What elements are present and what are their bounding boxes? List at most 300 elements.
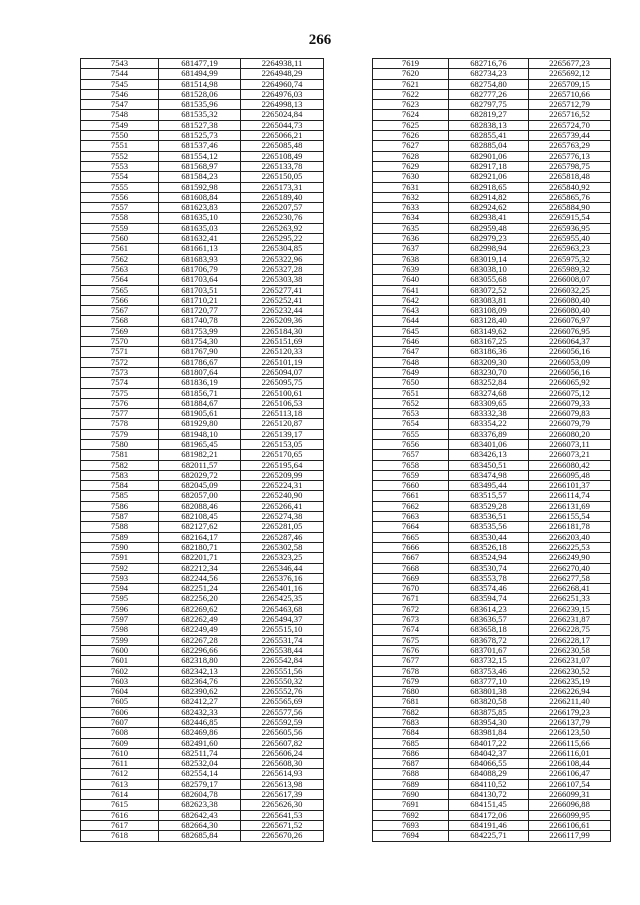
table-row <box>373 110 611 120</box>
point-number-cell: 7673 <box>373 615 449 625</box>
point-number-cell: 7616 <box>81 810 159 820</box>
point-number-cell: 7618 <box>81 831 159 841</box>
point-number-cell: 7589 <box>81 532 159 542</box>
y-coordinate-cell: 2264998,13 <box>241 100 324 110</box>
x-coordinate-cell: 682267,28 <box>159 635 241 645</box>
table-row <box>81 234 324 244</box>
y-coordinate-cell: 2265151,69 <box>241 337 324 347</box>
table-row <box>81 254 324 264</box>
point-number-cell: 7568 <box>81 316 159 326</box>
point-number-cell: 7585 <box>81 491 159 501</box>
y-coordinate-cell: 2266106,47 <box>529 769 611 779</box>
x-coordinate-cell: 683354,22 <box>449 419 529 429</box>
x-coordinate-cell: 682914,82 <box>449 192 529 202</box>
y-coordinate-cell: 2266235,19 <box>529 676 611 686</box>
x-coordinate-cell: 683530,44 <box>449 532 529 542</box>
y-coordinate-cell: 2265263,92 <box>241 223 324 233</box>
y-coordinate-cell: 2266115,66 <box>529 738 611 748</box>
y-coordinate-cell: 2265274,38 <box>241 512 324 522</box>
x-coordinate-cell: 681528,06 <box>159 89 241 99</box>
table-row <box>81 429 324 439</box>
point-number-cell: 7638 <box>373 254 449 264</box>
point-number-cell: 7667 <box>373 553 449 563</box>
y-coordinate-cell: 2266131,69 <box>529 501 611 511</box>
x-coordinate-cell: 682754,80 <box>449 79 529 89</box>
table-row <box>373 295 611 305</box>
y-coordinate-cell: 2266249,90 <box>529 553 611 563</box>
y-coordinate-cell: 2265776,13 <box>529 151 611 161</box>
point-number-cell: 7597 <box>81 615 159 625</box>
table-row <box>81 192 324 202</box>
table-row <box>373 79 611 89</box>
table-row <box>81 69 324 79</box>
table-row <box>373 326 611 336</box>
table-row <box>81 779 324 789</box>
x-coordinate-cell: 682819,27 <box>449 110 529 120</box>
x-coordinate-cell: 683820,58 <box>449 697 529 707</box>
point-number-cell: 7615 <box>81 800 159 810</box>
y-coordinate-cell: 2265606,24 <box>241 748 324 758</box>
table-row <box>81 573 324 583</box>
point-number-cell: 7637 <box>373 244 449 254</box>
table-row <box>81 790 324 800</box>
x-coordinate-cell: 682446,85 <box>159 718 241 728</box>
x-coordinate-cell: 682342,13 <box>159 666 241 676</box>
y-coordinate-cell: 2265716,52 <box>529 110 611 120</box>
x-coordinate-cell: 681754,30 <box>159 337 241 347</box>
point-number-cell: 7630 <box>373 172 449 182</box>
x-coordinate-cell: 681535,96 <box>159 100 241 110</box>
point-number-cell: 7554 <box>81 172 159 182</box>
y-coordinate-cell: 2265133,78 <box>241 161 324 171</box>
point-number-cell: 7688 <box>373 769 449 779</box>
table-row <box>373 460 611 470</box>
point-number-cell: 7687 <box>373 759 449 769</box>
x-coordinate-cell: 682045,09 <box>159 481 241 491</box>
point-number-cell: 7621 <box>373 79 449 89</box>
point-number-cell: 7581 <box>81 450 159 460</box>
x-coordinate-cell: 681706,79 <box>159 264 241 274</box>
table-row <box>373 697 611 707</box>
x-coordinate-cell: 683167,25 <box>449 337 529 347</box>
point-number-cell: 7593 <box>81 573 159 583</box>
table-row <box>81 275 324 285</box>
x-coordinate-cell: 683594,74 <box>449 594 529 604</box>
point-number-cell: 7580 <box>81 439 159 449</box>
y-coordinate-cell: 2265327,28 <box>241 264 324 274</box>
y-coordinate-cell: 2266008,07 <box>529 275 611 285</box>
y-coordinate-cell: 2266076,97 <box>529 316 611 326</box>
y-coordinate-cell: 2265302,58 <box>241 542 324 552</box>
point-number-cell: 7666 <box>373 542 449 552</box>
point-number-cell: 7591 <box>81 553 159 563</box>
y-coordinate-cell: 2265671,52 <box>241 820 324 830</box>
x-coordinate-cell: 682734,23 <box>449 69 529 79</box>
table-row <box>373 450 611 460</box>
table-row <box>373 676 611 686</box>
y-coordinate-cell: 2265207,57 <box>241 203 324 213</box>
point-number-cell: 7620 <box>373 69 449 79</box>
x-coordinate-cell: 683875,85 <box>449 707 529 717</box>
table-row <box>81 563 324 573</box>
y-coordinate-cell: 2265963,23 <box>529 244 611 254</box>
point-number-cell: 7563 <box>81 264 159 274</box>
point-number-cell: 7672 <box>373 604 449 614</box>
table-row <box>373 203 611 213</box>
x-coordinate-cell: 681632,41 <box>159 234 241 244</box>
point-number-cell: 7560 <box>81 234 159 244</box>
point-number-cell: 7690 <box>373 790 449 800</box>
x-coordinate-cell: 682088,46 <box>159 501 241 511</box>
point-number-cell: 7546 <box>81 89 159 99</box>
table-row <box>81 295 324 305</box>
y-coordinate-cell: 2265641,53 <box>241 810 324 820</box>
point-number-cell: 7691 <box>373 800 449 810</box>
table-row <box>373 306 611 316</box>
x-coordinate-cell: 682979,23 <box>449 234 529 244</box>
point-number-cell: 7664 <box>373 522 449 532</box>
point-number-cell: 7556 <box>81 192 159 202</box>
table-row <box>81 512 324 522</box>
y-coordinate-cell: 2265763,29 <box>529 141 611 151</box>
table-row <box>373 264 611 274</box>
table-row <box>81 131 324 141</box>
x-coordinate-cell: 683450,51 <box>449 460 529 470</box>
x-coordinate-cell: 681683,93 <box>159 254 241 264</box>
point-number-cell: 7603 <box>81 676 159 686</box>
x-coordinate-cell: 682262,49 <box>159 615 241 625</box>
x-coordinate-cell: 682390,62 <box>159 687 241 697</box>
table-row <box>81 769 324 779</box>
y-coordinate-cell: 2266056,16 <box>529 367 611 377</box>
x-coordinate-cell: 681720,77 <box>159 306 241 316</box>
y-coordinate-cell: 2266080,42 <box>529 460 611 470</box>
x-coordinate-cell: 682998,94 <box>449 244 529 254</box>
x-coordinate-cell: 683252,84 <box>449 378 529 388</box>
x-coordinate-cell: 682251,24 <box>159 584 241 594</box>
x-coordinate-cell: 683038,10 <box>449 264 529 274</box>
table-row <box>81 542 324 552</box>
table-row <box>373 790 611 800</box>
table-row <box>373 512 611 522</box>
table-row <box>81 676 324 686</box>
table-row <box>373 615 611 625</box>
x-coordinate-cell: 682432,33 <box>159 707 241 717</box>
table-row <box>373 161 611 171</box>
x-coordinate-cell: 681786,67 <box>159 357 241 367</box>
y-coordinate-cell: 2265323,25 <box>241 553 324 563</box>
y-coordinate-cell: 2265670,26 <box>241 831 324 841</box>
table-row <box>81 718 324 728</box>
x-coordinate-cell: 683636,57 <box>449 615 529 625</box>
x-coordinate-cell: 682685,84 <box>159 831 241 841</box>
y-coordinate-cell: 2265195,64 <box>241 460 324 470</box>
point-number-cell: 7686 <box>373 748 449 758</box>
table-row <box>81 264 324 274</box>
x-coordinate-cell: 681710,21 <box>159 295 241 305</box>
point-number-cell: 7689 <box>373 779 449 789</box>
y-coordinate-cell: 2266064,37 <box>529 337 611 347</box>
x-coordinate-cell: 681635,10 <box>159 213 241 223</box>
table-row <box>81 367 324 377</box>
y-coordinate-cell: 2265614,93 <box>241 769 324 779</box>
y-coordinate-cell: 2265531,74 <box>241 635 324 645</box>
point-number-cell: 7665 <box>373 532 449 542</box>
point-number-cell: 7685 <box>373 738 449 748</box>
y-coordinate-cell: 2265095,75 <box>241 378 324 388</box>
x-coordinate-cell: 683678,72 <box>449 635 529 645</box>
y-coordinate-cell: 2266211,40 <box>529 697 611 707</box>
y-coordinate-cell: 2265626,30 <box>241 800 324 810</box>
x-coordinate-cell: 682491,60 <box>159 738 241 748</box>
point-number-cell: 7584 <box>81 481 159 491</box>
y-coordinate-cell: 2265915,54 <box>529 213 611 223</box>
y-coordinate-cell: 2265975,32 <box>529 254 611 264</box>
x-coordinate-cell: 684225,71 <box>449 831 529 841</box>
y-coordinate-cell: 2265463,68 <box>241 604 324 614</box>
table-row <box>81 687 324 697</box>
y-coordinate-cell: 2265494,37 <box>241 615 324 625</box>
table-row <box>373 213 611 223</box>
y-coordinate-cell: 2265170,65 <box>241 450 324 460</box>
point-number-cell: 7652 <box>373 398 449 408</box>
point-number-cell: 7557 <box>81 203 159 213</box>
y-coordinate-cell: 2266073,21 <box>529 450 611 460</box>
table-row <box>373 481 611 491</box>
table-row <box>81 707 324 717</box>
table-row <box>81 337 324 347</box>
table-row <box>81 728 324 738</box>
point-number-cell: 7548 <box>81 110 159 120</box>
y-coordinate-cell: 2265108,49 <box>241 151 324 161</box>
y-coordinate-cell: 2265515,10 <box>241 625 324 635</box>
x-coordinate-cell: 682057,00 <box>159 491 241 501</box>
x-coordinate-cell: 683019,14 <box>449 254 529 264</box>
x-coordinate-cell: 681514,98 <box>159 79 241 89</box>
x-coordinate-cell: 683230,70 <box>449 367 529 377</box>
x-coordinate-cell: 682318,80 <box>159 656 241 666</box>
point-number-cell: 7648 <box>373 357 449 367</box>
x-coordinate-cell: 683981,84 <box>449 728 529 738</box>
x-coordinate-cell: 684066,55 <box>449 759 529 769</box>
table-row <box>373 779 611 789</box>
x-coordinate-cell: 682797,75 <box>449 100 529 110</box>
y-coordinate-cell: 2265184,30 <box>241 326 324 336</box>
point-number-cell: 7550 <box>81 131 159 141</box>
y-coordinate-cell: 2265173,31 <box>241 182 324 192</box>
y-coordinate-cell: 2265798,75 <box>529 161 611 171</box>
x-coordinate-cell: 682180,71 <box>159 542 241 552</box>
point-number-cell: 7567 <box>81 306 159 316</box>
point-number-cell: 7680 <box>373 687 449 697</box>
y-coordinate-cell: 2265066,21 <box>241 131 324 141</box>
point-number-cell: 7579 <box>81 429 159 439</box>
table-row <box>81 553 324 563</box>
x-coordinate-cell: 683526,18 <box>449 542 529 552</box>
table-row <box>373 759 611 769</box>
y-coordinate-cell: 2265100,61 <box>241 388 324 398</box>
table-row <box>81 481 324 491</box>
point-number-cell: 7644 <box>373 316 449 326</box>
x-coordinate-cell: 683055,68 <box>449 275 529 285</box>
point-number-cell: 7678 <box>373 666 449 676</box>
point-number-cell: 7659 <box>373 470 449 480</box>
x-coordinate-cell: 681554,12 <box>159 151 241 161</box>
table-row <box>373 625 611 635</box>
point-number-cell: 7619 <box>373 59 449 69</box>
y-coordinate-cell: 2265209,36 <box>241 316 324 326</box>
x-coordinate-cell: 681884,67 <box>159 398 241 408</box>
table-row <box>81 59 324 69</box>
point-number-cell: 7653 <box>373 409 449 419</box>
table-row <box>81 419 324 429</box>
x-coordinate-cell: 681856,71 <box>159 388 241 398</box>
y-coordinate-cell: 2265577,56 <box>241 707 324 717</box>
point-number-cell: 7633 <box>373 203 449 213</box>
y-coordinate-cell: 2265542,84 <box>241 656 324 666</box>
point-number-cell: 7600 <box>81 645 159 655</box>
y-coordinate-cell: 2266076,95 <box>529 326 611 336</box>
y-coordinate-cell: 2265617,39 <box>241 790 324 800</box>
point-number-cell: 7547 <box>81 100 159 110</box>
table-row <box>373 419 611 429</box>
point-number-cell: 7573 <box>81 367 159 377</box>
y-coordinate-cell: 2266107,54 <box>529 779 611 789</box>
table-row <box>373 594 611 604</box>
point-number-cell: 7636 <box>373 234 449 244</box>
point-number-cell: 7609 <box>81 738 159 748</box>
table-row <box>81 532 324 542</box>
point-number-cell: 7601 <box>81 656 159 666</box>
point-number-cell: 7617 <box>81 820 159 830</box>
x-coordinate-cell: 682412,27 <box>159 697 241 707</box>
x-coordinate-cell: 683309,65 <box>449 398 529 408</box>
y-coordinate-cell: 2265818,48 <box>529 172 611 182</box>
table-row <box>81 223 324 233</box>
x-coordinate-cell: 682885,04 <box>449 141 529 151</box>
point-number-cell: 7631 <box>373 182 449 192</box>
x-coordinate-cell: 683515,57 <box>449 491 529 501</box>
table-row <box>81 820 324 830</box>
y-coordinate-cell: 2265989,32 <box>529 264 611 274</box>
x-coordinate-cell: 683083,81 <box>449 295 529 305</box>
y-coordinate-cell: 2266181,78 <box>529 522 611 532</box>
x-coordinate-cell: 684151,45 <box>449 800 529 810</box>
x-coordinate-cell: 682664,30 <box>159 820 241 830</box>
point-number-cell: 7669 <box>373 573 449 583</box>
y-coordinate-cell: 2265101,19 <box>241 357 324 367</box>
table-row <box>373 192 611 202</box>
x-coordinate-cell: 681494,99 <box>159 69 241 79</box>
point-number-cell: 7658 <box>373 460 449 470</box>
point-number-cell: 7549 <box>81 120 159 130</box>
y-coordinate-cell: 2265710,66 <box>529 89 611 99</box>
x-coordinate-cell: 682201,71 <box>159 553 241 563</box>
x-coordinate-cell: 682838,13 <box>449 120 529 130</box>
point-number-cell: 7668 <box>373 563 449 573</box>
table-row <box>81 439 324 449</box>
x-coordinate-cell: 683529,28 <box>449 501 529 511</box>
table-row <box>81 594 324 604</box>
y-coordinate-cell: 2265024,84 <box>241 110 324 120</box>
point-number-cell: 7682 <box>373 707 449 717</box>
x-coordinate-cell: 681635,03 <box>159 223 241 233</box>
table-row <box>373 223 611 233</box>
x-coordinate-cell: 681623,83 <box>159 203 241 213</box>
x-coordinate-cell: 684088,29 <box>449 769 529 779</box>
table-row <box>373 151 611 161</box>
table-row <box>81 326 324 336</box>
table-row <box>81 357 324 367</box>
y-coordinate-cell: 2266073,11 <box>529 439 611 449</box>
table-row <box>81 810 324 820</box>
table-row <box>373 820 611 830</box>
x-coordinate-cell: 681753,99 <box>159 326 241 336</box>
y-coordinate-cell: 2265094,07 <box>241 367 324 377</box>
y-coordinate-cell: 2265150,05 <box>241 172 324 182</box>
y-coordinate-cell: 2266080,40 <box>529 306 611 316</box>
table-row <box>81 666 324 676</box>
x-coordinate-cell: 683530,74 <box>449 563 529 573</box>
point-number-cell: 7587 <box>81 512 159 522</box>
table-row <box>81 89 324 99</box>
x-coordinate-cell: 682029,72 <box>159 470 241 480</box>
point-number-cell: 7558 <box>81 213 159 223</box>
x-coordinate-cell: 683401,06 <box>449 439 529 449</box>
x-coordinate-cell: 681905,61 <box>159 409 241 419</box>
table-row <box>373 234 611 244</box>
x-coordinate-cell: 682642,43 <box>159 810 241 820</box>
table-row <box>373 244 611 254</box>
table-row <box>81 697 324 707</box>
y-coordinate-cell: 2265224,31 <box>241 481 324 491</box>
point-number-cell: 7681 <box>373 697 449 707</box>
table-row <box>373 182 611 192</box>
table-row <box>81 460 324 470</box>
table-row <box>373 275 611 285</box>
x-coordinate-cell: 682855,41 <box>449 131 529 141</box>
x-coordinate-cell: 682244,56 <box>159 573 241 583</box>
x-coordinate-cell: 682469,86 <box>159 728 241 738</box>
point-number-cell: 7569 <box>81 326 159 336</box>
table-row <box>81 501 324 511</box>
x-coordinate-cell: 684042,37 <box>449 748 529 758</box>
x-coordinate-cell: 681740,78 <box>159 316 241 326</box>
table-row <box>373 69 611 79</box>
y-coordinate-cell: 2265085,48 <box>241 141 324 151</box>
table-row <box>373 141 611 151</box>
y-coordinate-cell: 2265113,18 <box>241 409 324 419</box>
table-row <box>81 738 324 748</box>
point-number-cell: 7586 <box>81 501 159 511</box>
point-number-cell: 7605 <box>81 697 159 707</box>
x-coordinate-cell: 681965,45 <box>159 439 241 449</box>
table-row <box>373 470 611 480</box>
y-coordinate-cell: 2266155,54 <box>529 512 611 522</box>
y-coordinate-cell: 2266108,44 <box>529 759 611 769</box>
table-row <box>81 615 324 625</box>
y-coordinate-cell: 2265677,23 <box>529 59 611 69</box>
table-row <box>373 563 611 573</box>
point-number-cell: 7692 <box>373 810 449 820</box>
y-coordinate-cell: 2265709,15 <box>529 79 611 89</box>
y-coordinate-cell: 2265240,90 <box>241 491 324 501</box>
table-row <box>81 645 324 655</box>
x-coordinate-cell: 684172,06 <box>449 810 529 820</box>
y-coordinate-cell: 2266123,50 <box>529 728 611 738</box>
y-coordinate-cell: 2266095,48 <box>529 470 611 480</box>
point-number-cell: 7639 <box>373 264 449 274</box>
